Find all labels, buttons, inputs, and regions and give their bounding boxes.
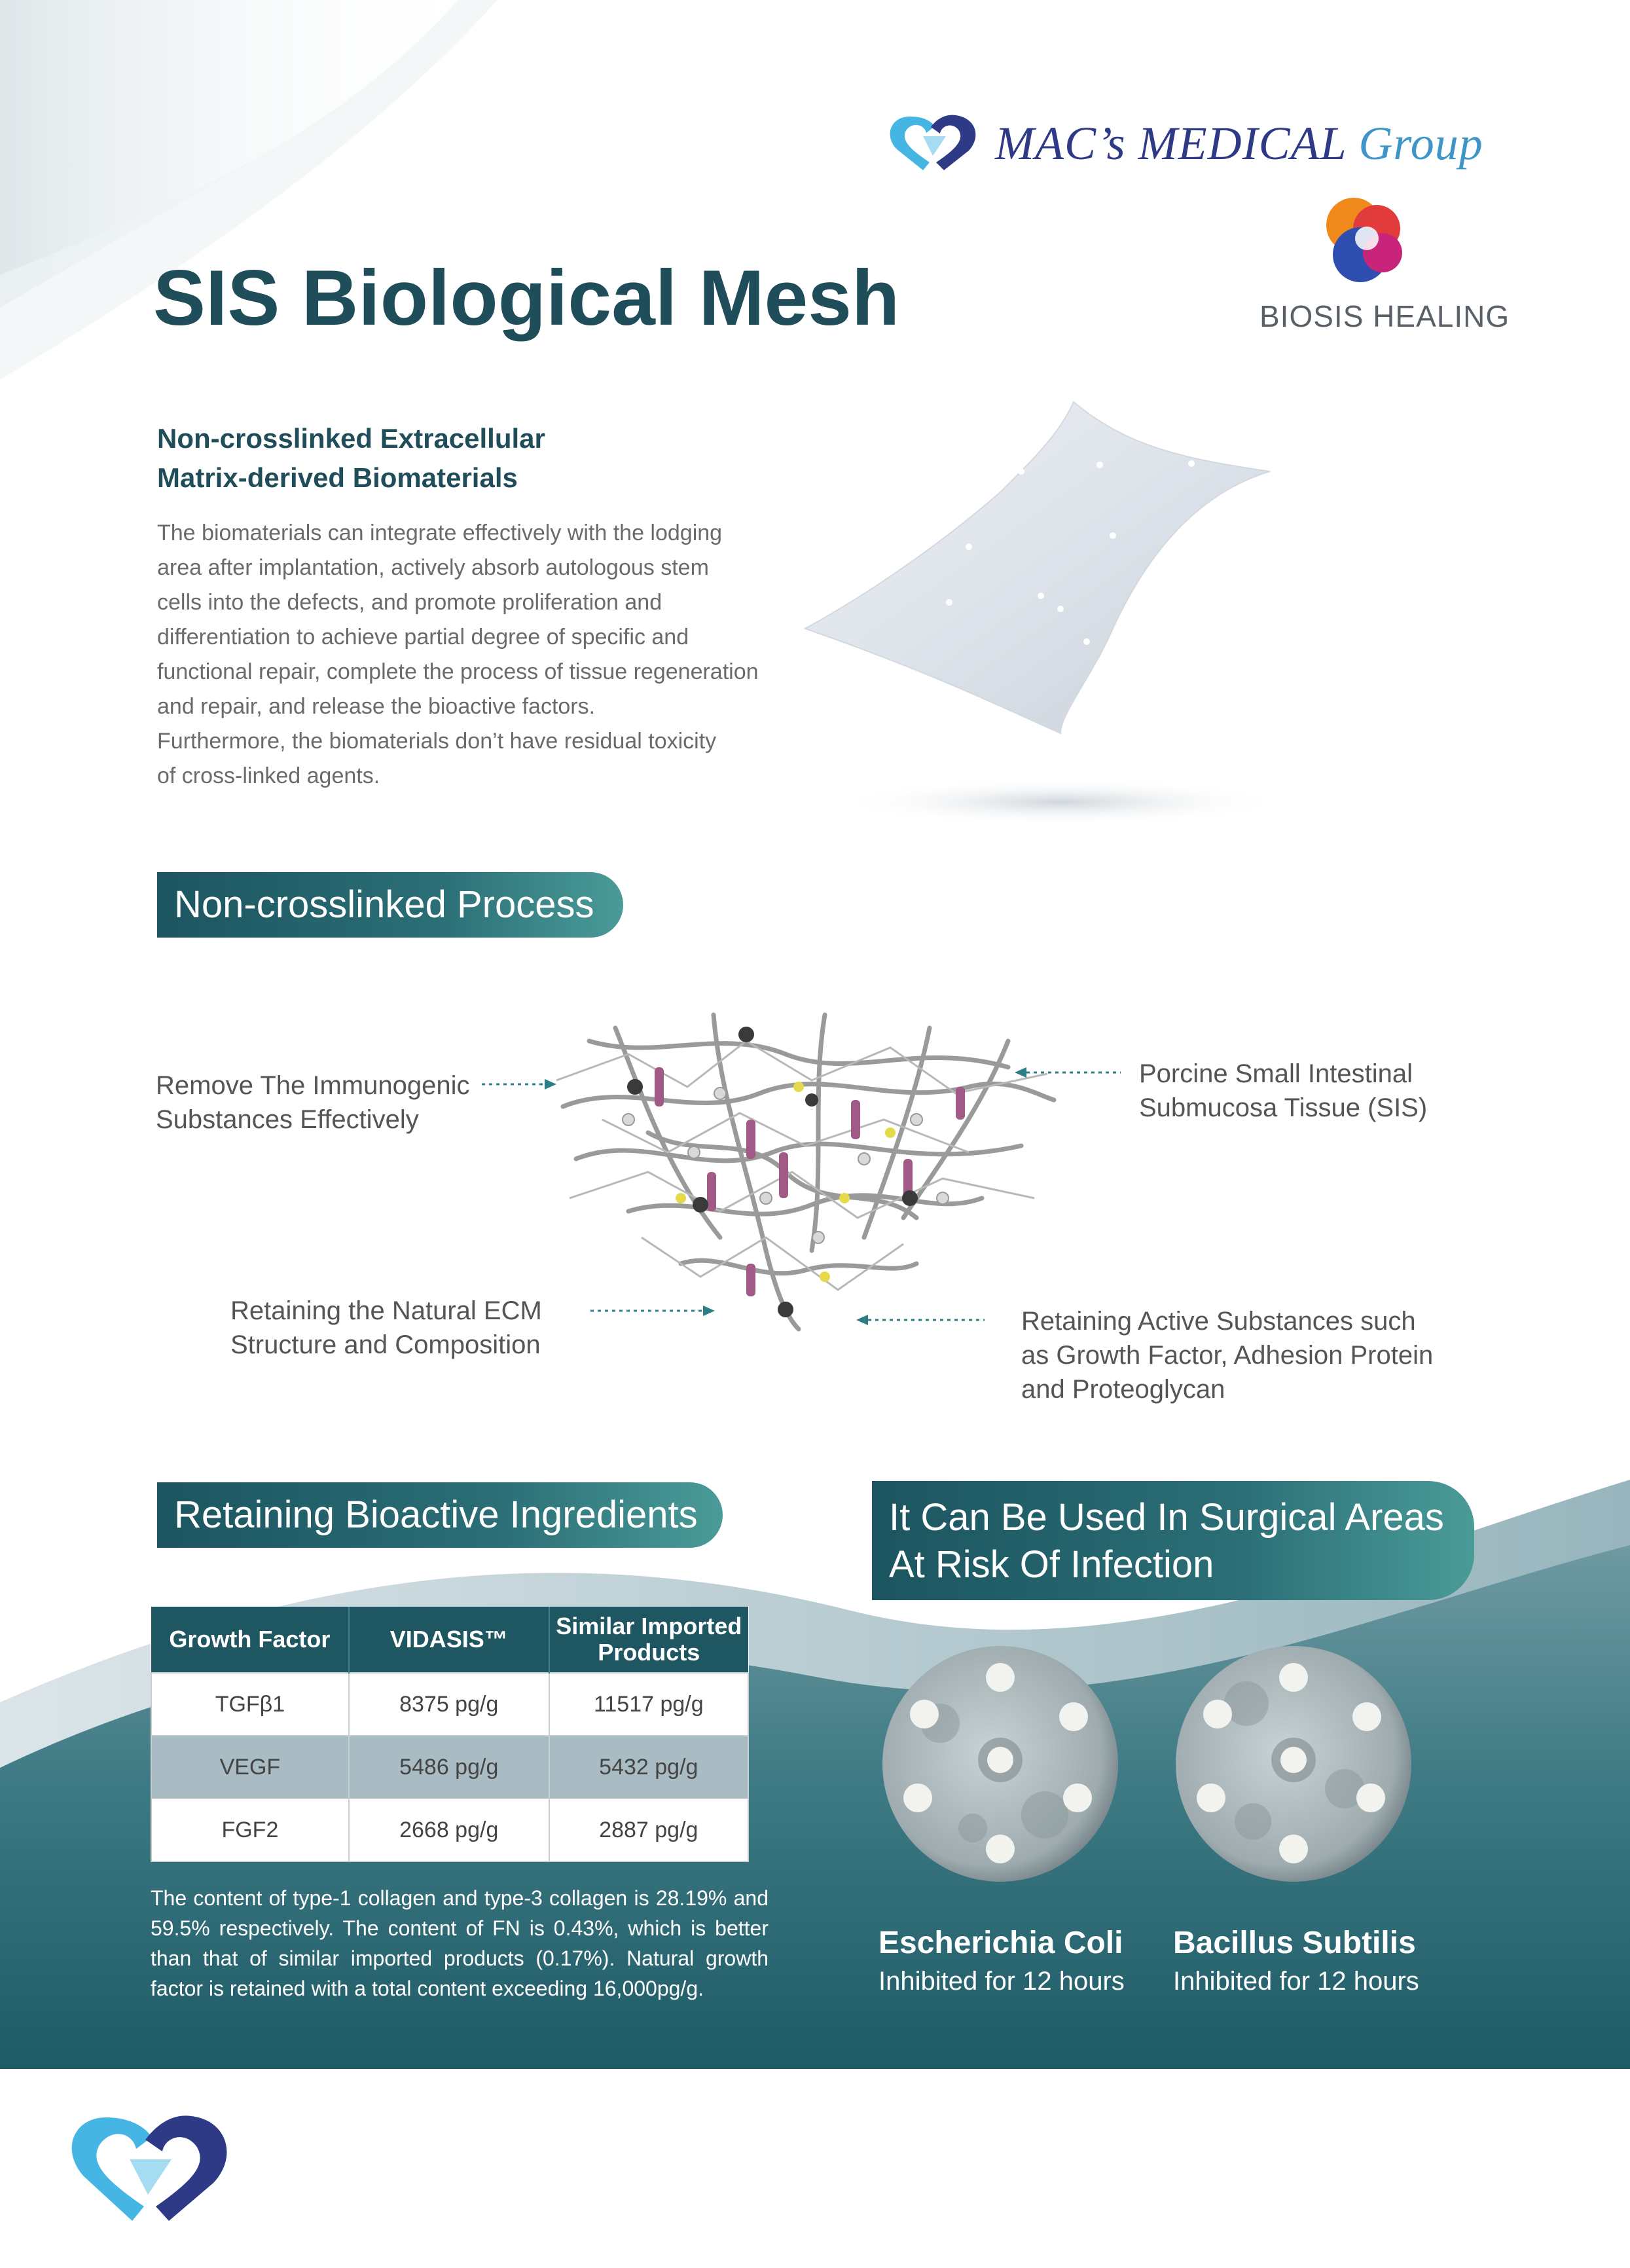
intro-body-line: differentiation to achieve partial degree of specific and <box>157 625 689 649</box>
section-title-line: It Can Be Used In Surgical Areas <box>889 1496 1444 1539</box>
table-cell: 2887 pg/g <box>549 1799 748 1861</box>
table-cell: FGF2 <box>151 1799 349 1861</box>
intro-body-line: area after implantation, actively absorb autologous stem <box>157 555 709 580</box>
callout-line: Structure and Composition <box>230 1330 541 1359</box>
table-header-cell: VIDASIS™ <box>349 1607 549 1673</box>
table-cell: 8375 pg/g <box>349 1673 549 1736</box>
brand-name-main: MAC’s MEDICAL <box>995 117 1347 170</box>
intro-body-line: of cross-linked agents. <box>157 763 380 788</box>
macs-medical-logo <box>884 110 982 173</box>
intro-body-line: Furthermore, the biomaterials don’t have residual toxicity <box>157 729 717 754</box>
arrow-left-icon <box>1013 1065 1122 1080</box>
table-header-row <box>151 1607 748 1673</box>
table-row <box>151 1673 748 1736</box>
callout-line: Retaining Active Substances such <box>1021 1307 1416 1336</box>
petri-dish-ecoli <box>881 1645 1119 1883</box>
callout-line: and Proteoglycan <box>1021 1375 1225 1404</box>
section-title-line: At Risk Of Infection <box>889 1543 1214 1586</box>
table-cell: 11517 pg/g <box>549 1673 748 1736</box>
section-title-infection <box>872 1481 1474 1600</box>
callout-line: Substances Effectively <box>156 1105 419 1134</box>
callout-line: Retaining the Natural ECM <box>230 1296 542 1325</box>
intro-body-line: and repair, and release the bioactive factors. <box>157 694 596 719</box>
intro-body-line: functional repair, complete the process of tissue regeneration <box>157 659 759 684</box>
brand-name <box>995 117 1483 171</box>
intro-body <box>157 516 812 794</box>
section-title-bioactive: Retaining Bioactive Ingredients <box>157 1482 723 1548</box>
intro-heading <box>157 419 655 498</box>
intro-heading-line: Matrix-derived Biomaterials <box>157 462 518 493</box>
inhibition-result: Inhibited for 12 hours <box>878 1967 1125 1996</box>
partner-name: BIOSIS HEALING <box>1259 299 1510 333</box>
arrow-right-icon <box>588 1303 716 1319</box>
table-cell: 5432 pg/g <box>549 1736 748 1799</box>
intro-body-line: cells into the defects, and promote proliferation and <box>157 590 662 615</box>
intro-body-line: The biomaterials can integrate effectively with the lodging <box>157 521 723 545</box>
page-title: SIS Biological Mesh <box>153 254 900 342</box>
arrow-left-icon <box>855 1312 986 1328</box>
callout-line: Porcine Small Intestinal <box>1139 1059 1413 1088</box>
callout-porcine-sis <box>1139 1057 1506 1125</box>
collagen-content-note: The content of type-1 collagen and type-3 collagen is 28.19% and 59.5% respectively. The content of FN is 0.43%, which is better than that of similar imported products (0.17%). Natural growth factor is retained with a total content exceeding 16,000pg/g. <box>151 1886 769 2000</box>
table-row <box>151 1736 748 1799</box>
callout-retain-active-substances <box>1021 1304 1440 1406</box>
table-cell: 5486 pg/g <box>349 1736 549 1799</box>
organism-name: Bacillus Subtilis <box>1173 1926 1416 1960</box>
footer-logo <box>60 2111 237 2226</box>
callout-line: as Growth Factor, Adhesion Protein <box>1021 1341 1434 1370</box>
table-cell: 2668 pg/g <box>349 1799 549 1861</box>
table-header-cell: Growth Factor <box>151 1607 349 1673</box>
table-cell: TGFβ1 <box>151 1673 349 1736</box>
callout-remove-immunogenic <box>156 1069 496 1137</box>
section-title-process: Non-crosslinked Process <box>157 872 623 938</box>
table-row <box>151 1799 748 1861</box>
callout-line: Remove The Immunogenic <box>156 1071 470 1100</box>
growth-factor-table <box>151 1607 749 1862</box>
intro-heading-line: Non-crosslinked Extracellular <box>157 423 545 454</box>
ecm-network-illustration <box>550 1002 1060 1349</box>
organism-name: Escherichia Coli <box>878 1926 1123 1960</box>
callout-line: Submucosa Tissue (SIS) <box>1139 1093 1428 1122</box>
table-header-cell: Similar Imported Products <box>549 1607 748 1673</box>
biosis-healing-logo <box>1314 192 1413 285</box>
petri-dish-bacillus <box>1174 1645 1413 1883</box>
callout-retain-ecm <box>230 1294 571 1362</box>
table-cell: VEGF <box>151 1736 349 1799</box>
mesh-sheet-image <box>786 393 1296 838</box>
inhibition-result: Inhibited for 12 hours <box>1173 1967 1419 1996</box>
brand-name-group: Group <box>1358 117 1483 170</box>
